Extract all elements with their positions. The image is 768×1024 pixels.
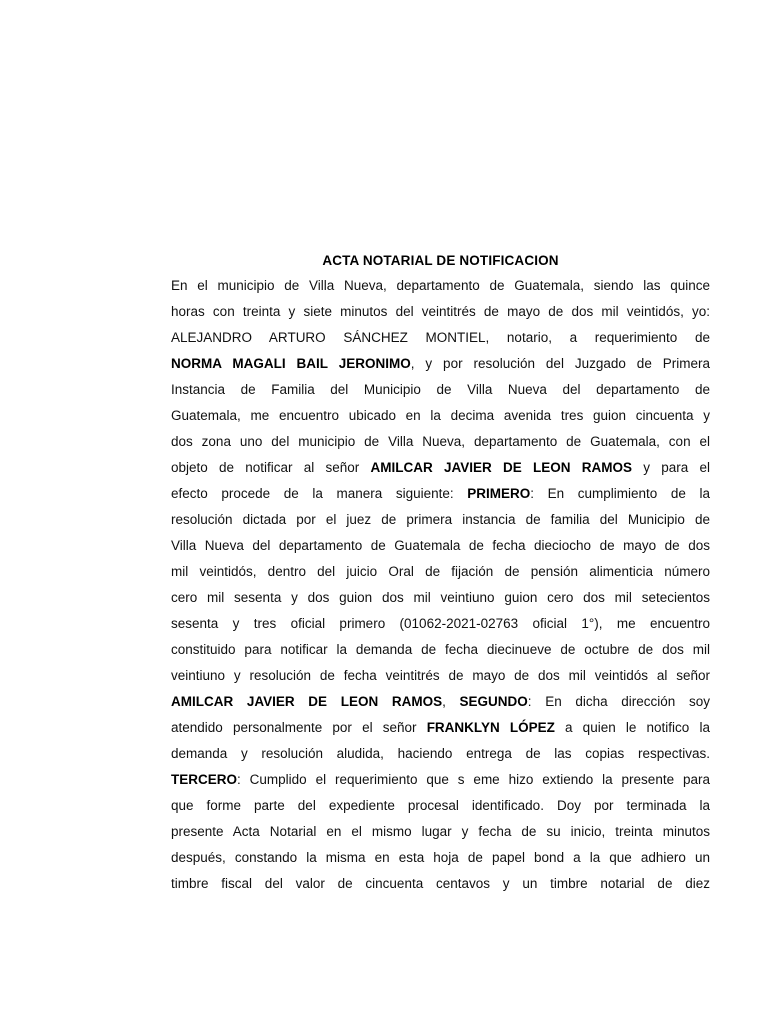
text-segment: demanda y resolución aludida, haciendo entrega de las copias respectivas. <box>171 746 710 761</box>
bold-text: FRANKLYN LÓPEZ <box>426 720 555 735</box>
text-segment: : Cumplido el requerimiento que s eme hizo extiendo la presente para <box>237 772 710 787</box>
text-segment: efecto procede de la manera siguiente: <box>171 486 468 501</box>
bold-text: TERCERO <box>171 772 238 787</box>
text-segment: timbre fiscal del valor de cincuenta centavos y un timbre notarial de diez <box>171 876 710 891</box>
text-segment: y para el <box>632 460 711 475</box>
text-line <box>171 354 710 380</box>
text-line <box>171 562 710 588</box>
text-segment: sesenta y tres oficial primero (01062-2021-02763 oficial 1°), me encuentro <box>171 616 710 631</box>
bold-text: PRIMERO <box>467 486 531 501</box>
bold-text: AMILCAR JAVIER DE LEON RAMOS <box>171 694 443 709</box>
text-segment: presente Acta Notarial en el mismo lugar y fecha de su inicio, treinta minutos <box>171 824 710 839</box>
text-line <box>171 406 710 432</box>
text-segment: cero mil sesenta y dos guion dos mil veintiuno guion cero dos mil setecientos <box>171 590 710 605</box>
text-line <box>171 588 710 614</box>
text-segment: : En cumplimiento de la <box>530 486 711 501</box>
text-line <box>171 302 710 328</box>
text-line <box>171 510 710 536</box>
text-line <box>171 380 710 406</box>
text-segment: , <box>442 694 460 709</box>
document-body <box>171 276 710 900</box>
text-line <box>171 276 710 302</box>
text-line <box>171 328 710 354</box>
text-segment: , y por resolución del Juzgado de Primera <box>410 356 710 371</box>
text-segment: a quien le notifico la <box>554 720 710 735</box>
text-line <box>171 458 710 484</box>
text-segment: que forme parte del expediente procesal identificado. Doy por terminada la <box>171 798 710 813</box>
text-line <box>171 770 710 796</box>
text-segment: ALEJANDRO ARTURO SÁNCHEZ MONTIEL, notario, a requerimiento de <box>171 330 710 345</box>
text-line <box>171 822 710 848</box>
bold-text: SEGUNDO <box>459 694 528 709</box>
text-line <box>171 744 710 770</box>
text-line <box>171 796 710 822</box>
text-segment: atendido personalmente por el señor <box>171 720 427 735</box>
text-line <box>171 848 710 874</box>
bold-text: AMILCAR JAVIER DE LEON RAMOS <box>370 460 633 475</box>
text-line <box>171 874 710 900</box>
document-title: ACTA NOTARIAL DE NOTIFICACION <box>322 253 559 268</box>
text-segment: Instancia de Familia del Municipio de Villa Nueva del departamento de <box>171 382 710 397</box>
text-segment: horas con treinta y siete minutos del veintitrés de mayo de dos mil veintidós, yo: <box>171 304 710 319</box>
text-segment: objeto de notificar al señor <box>171 460 371 475</box>
text-line <box>171 484 710 510</box>
text-segment: En el municipio de Villa Nueva, departamento de Guatemala, siendo las quince <box>171 278 710 293</box>
text-line <box>171 536 710 562</box>
text-segment: veintiuno y resolución de fecha veintitrés de mayo de dos mil veintidós al señor <box>171 668 710 683</box>
text-line <box>171 640 710 666</box>
text-segment: Villa Nueva del departamento de Guatemala de fecha dieciocho de mayo de dos <box>171 538 710 553</box>
text-segment: mil veintidós, dentro del juicio Oral de fijación de pensión alimenticia número <box>171 564 710 579</box>
text-segment: Guatemala, me encuentro ubicado en la decima avenida tres guion cincuenta y <box>171 408 710 423</box>
text-line <box>171 718 710 744</box>
bold-text: NORMA MAGALI BAIL JERONIMO <box>171 356 411 371</box>
text-segment: después, constando la misma en esta hoja de papel bond a la que adhiero un <box>171 850 710 865</box>
text-segment: resolución dictada por el juez de primera instancia de familia del Municipio de <box>171 512 710 527</box>
text-segment: : En dicha dirección soy <box>527 694 710 709</box>
text-segment: dos zona uno del municipio de Villa Nueva, departamento de Guatemala, con el <box>171 434 710 449</box>
text-segment: constituido para notificar la demanda de fecha diecinueve de octubre de dos mil <box>171 642 710 657</box>
text-line <box>171 666 710 692</box>
text-line <box>171 692 710 718</box>
text-line <box>171 614 710 640</box>
text-line <box>171 432 710 458</box>
